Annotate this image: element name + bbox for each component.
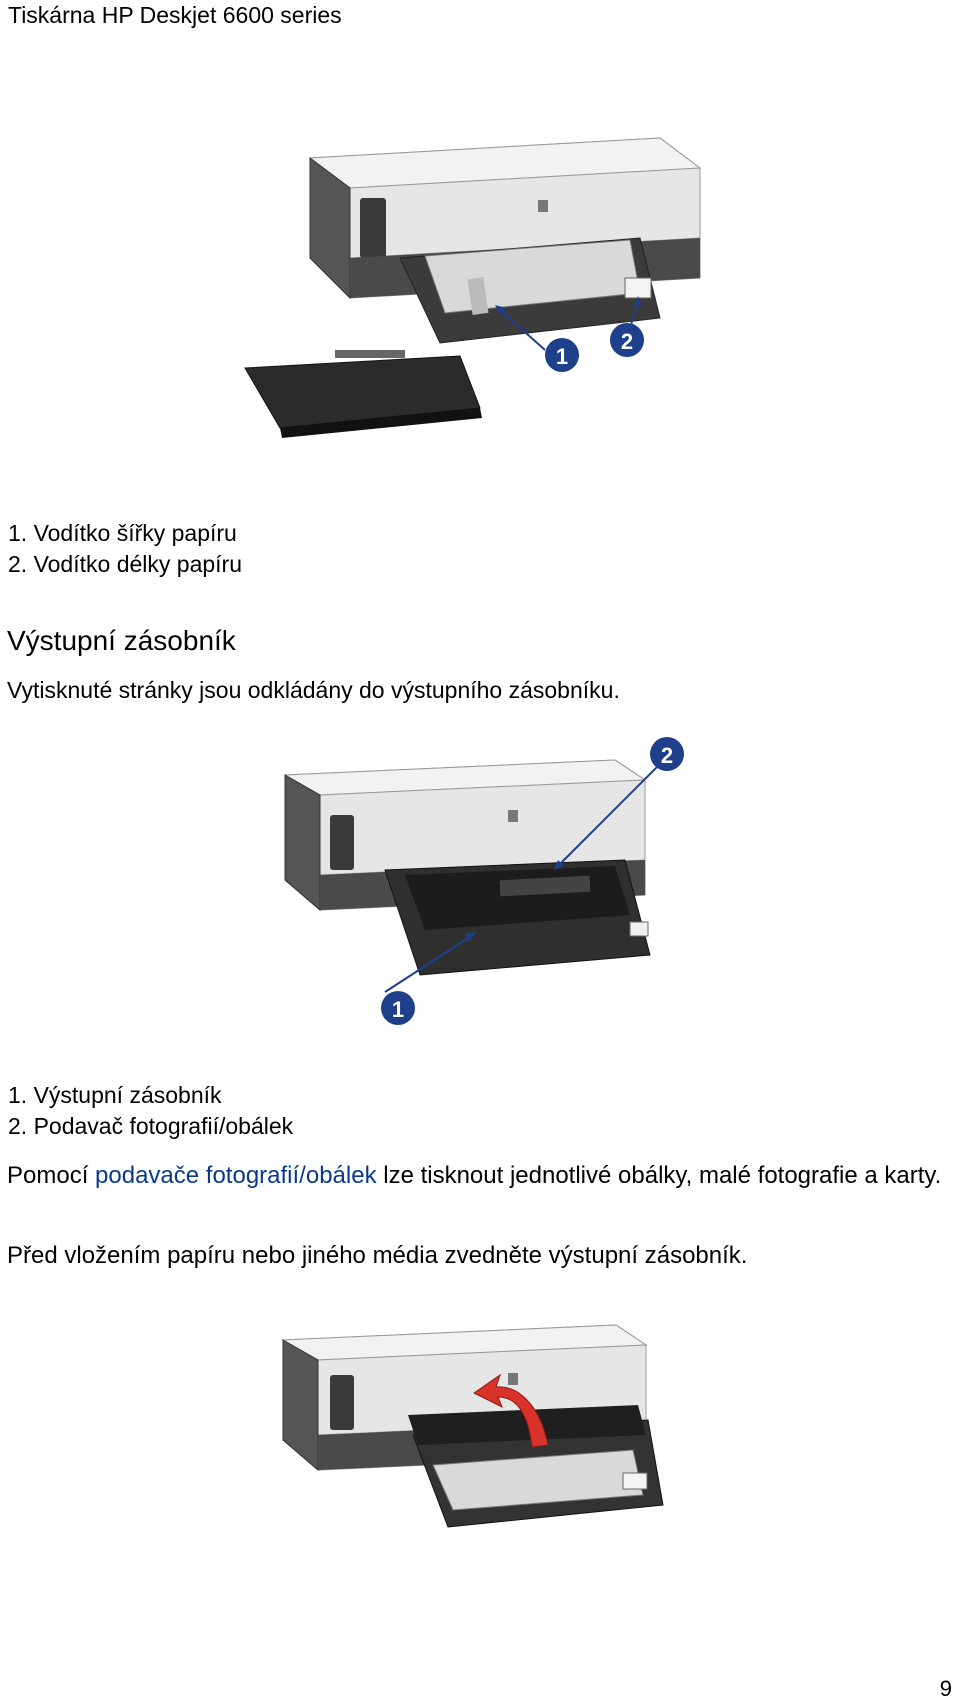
caption-photo-envelope-feeder: 2. Podavač fotografií/obálek [8, 1113, 294, 1139]
page-number: 9 [939, 1676, 952, 1701]
paragraph-feeder-after: lze tisknout jednotlivé obálky, malé fotografie a karty. [376, 1162, 942, 1189]
svg-text:2: 2 [660, 743, 674, 768]
caption-paper-length-guide: 2. Vodítko délky papíru [8, 551, 242, 577]
photo-envelope-feeder-link[interactable]: podavače fotografií/obálek [95, 1162, 377, 1189]
paragraph-raise-tray: Před vložením papíru nebo jiného média zvedněte výstupní zásobník. [7, 1242, 748, 1269]
document-header: Tiskárna HP Deskjet 6600 series [8, 2, 342, 28]
caption-paper-width-guide: 1. Vodítko šířky papíru [8, 520, 237, 546]
svg-text:1: 1 [391, 997, 405, 1022]
svg-text:2: 2 [620, 329, 634, 354]
paragraph-feeder [7, 1160, 957, 1191]
printer-figure-output-tray [275, 730, 695, 1030]
section-intro: Vytisknuté stránky jsou odkládány do výstupního zásobníku. [7, 677, 620, 703]
caption-output-tray: 1. Výstupní zásobník [8, 1082, 222, 1108]
printer-figure-raise-tray [278, 1295, 698, 1545]
section-heading: Výstupní zásobník [7, 625, 236, 656]
printer-figure-paper-guides [240, 128, 720, 468]
paragraph-feeder-before: Pomocí [7, 1162, 96, 1189]
svg-text:1: 1 [555, 344, 569, 369]
